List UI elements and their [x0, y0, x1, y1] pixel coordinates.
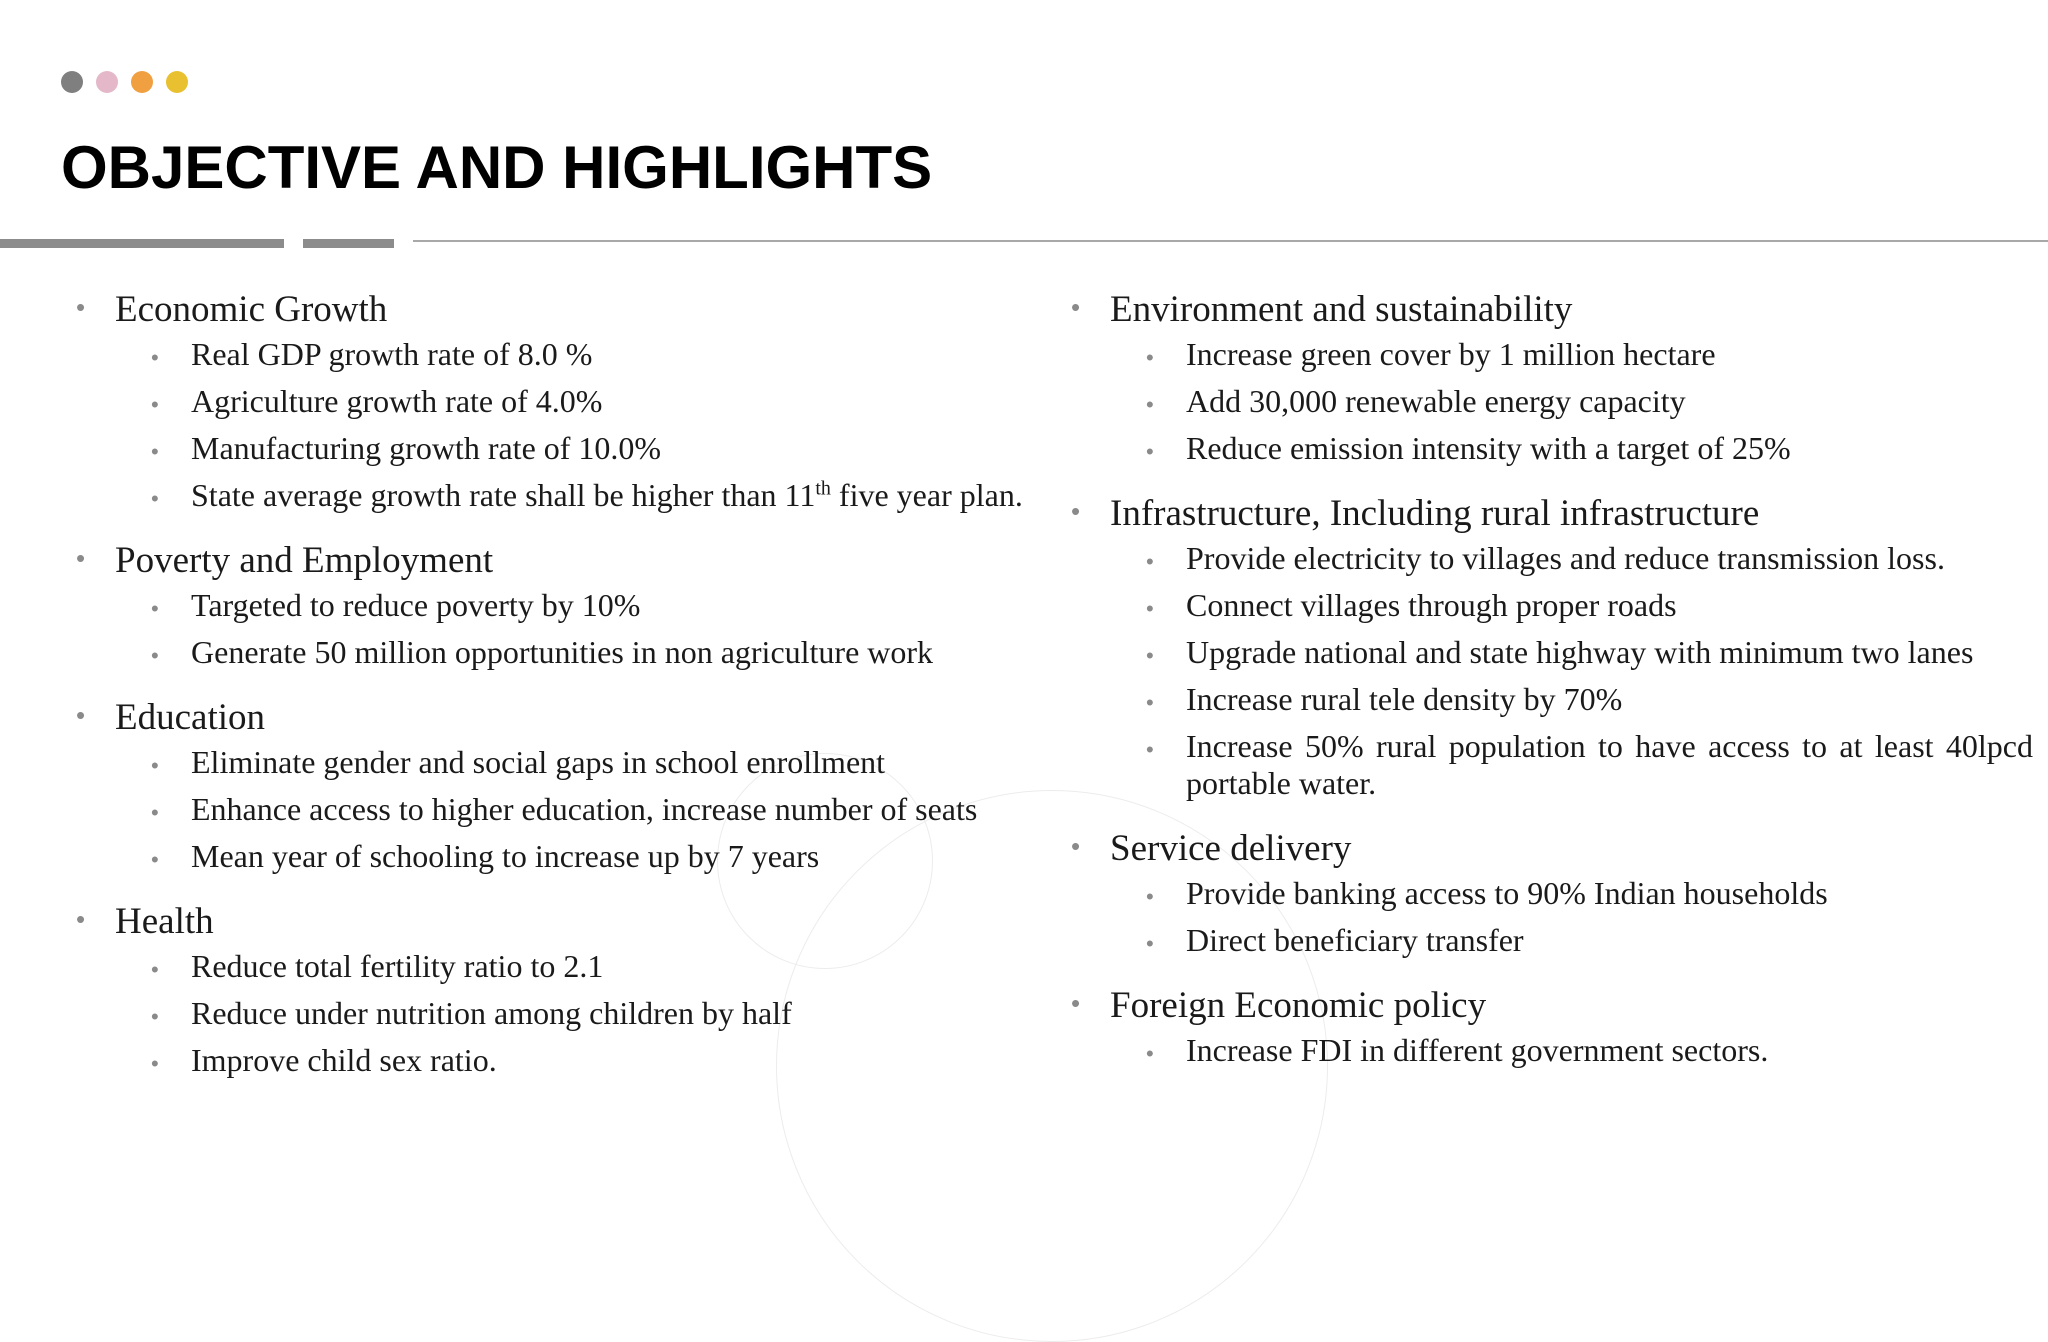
dot-yellow: [166, 71, 188, 93]
list-item: [1109, 875, 2033, 912]
item-text: Add 30,000 renewable energy capacity: [1186, 383, 1686, 419]
bullet-icon: •: [151, 486, 159, 511]
right-section-list: [1071, 286, 2033, 1069]
sub-item-list: [115, 948, 1040, 1079]
list-item: [1109, 430, 2033, 467]
sub-item-list: [115, 587, 1040, 671]
item-text: Agriculture growth rate of 4.0%: [191, 383, 603, 419]
bullet-icon: •: [76, 904, 86, 934]
item-text: Reduce emission intensity with a target of 25%: [1186, 430, 1791, 466]
list-item: [114, 995, 1040, 1032]
title-rule-thick-2: [303, 239, 394, 248]
slide-title: OBJECTIVE AND HIGHLIGHTS: [61, 134, 933, 201]
section-economic-growth: [76, 286, 1040, 514]
list-item: [1109, 540, 2033, 577]
list-item: [114, 744, 1040, 781]
item-text: Enhance access to higher education, increase number of seats: [191, 791, 978, 827]
bullet-icon: •: [151, 753, 159, 778]
section-title: Environment and sustainability: [1110, 289, 1573, 330]
bullet-icon: •: [1146, 1041, 1154, 1066]
sub-item-list: [1110, 875, 2033, 959]
section-title: Foreign Economic policy: [1110, 985, 1487, 1026]
bullet-icon: •: [151, 800, 159, 825]
section-title: Infrastructure, Including rural infrastructure: [1110, 493, 1760, 534]
dot-orange: [131, 71, 153, 93]
bullet-icon: •: [151, 439, 159, 464]
left-column: [76, 286, 1040, 1102]
bullet-icon: •: [1146, 884, 1154, 909]
list-item: [114, 336, 1040, 373]
list-item: [114, 1042, 1040, 1079]
dot-gray: [61, 71, 83, 93]
bullet-icon: •: [1146, 392, 1154, 417]
bullet-icon: •: [1146, 737, 1154, 762]
item-text: Increase FDI in different government sectors.: [1186, 1032, 1769, 1068]
section-health: [76, 898, 1040, 1079]
section-title: Health: [115, 901, 214, 942]
bullet-icon: •: [1146, 931, 1154, 956]
section-title: Economic Growth: [115, 289, 388, 330]
left-section-list: [76, 286, 1040, 1079]
bullet-icon: •: [76, 700, 86, 730]
item-text: Connect villages through proper roads: [1186, 587, 1677, 623]
list-item: [1109, 1032, 2033, 1069]
title-rule-thick-1: [0, 239, 284, 248]
list-item: [114, 791, 1040, 828]
section-service-delivery: [1071, 825, 2033, 959]
list-item: [114, 587, 1040, 624]
item-text: Generate 50 million opportunities in non agriculture work: [191, 634, 934, 670]
right-column: [1071, 286, 2033, 1092]
item-text-continued: five year plan.: [830, 477, 1023, 513]
item-text: Manufacturing growth rate of 10.0%: [191, 430, 662, 466]
section-education: [76, 694, 1040, 875]
section-environment-and-sustainability: [1071, 286, 2033, 467]
item-text: Increase rural tele density by 70%: [1186, 681, 1623, 717]
bullet-icon: •: [1071, 496, 1081, 526]
list-item: [114, 477, 1040, 514]
item-text: Provide electricity to villages and reduce transmission loss.: [1186, 540, 1945, 576]
list-item: [1109, 587, 2033, 624]
bullet-icon: •: [76, 292, 86, 322]
sub-item-list: [115, 336, 1040, 514]
bullet-icon: •: [1146, 690, 1154, 715]
list-item: [1109, 383, 2033, 420]
decorative-dots: [61, 71, 188, 93]
bullet-icon: •: [1146, 345, 1154, 370]
section-infrastructure-including-rural-infrastructure: [1071, 490, 2033, 802]
item-text: Eliminate gender and social gaps in school enrollment: [191, 744, 886, 780]
list-item: [114, 948, 1040, 985]
bullet-icon: •: [1071, 988, 1081, 1018]
bullet-icon: •: [151, 1051, 159, 1076]
list-item: [1109, 681, 2033, 718]
item-text: Provide banking access to 90% Indian households: [1186, 875, 1828, 911]
section-poverty-and-employment: [76, 537, 1040, 671]
list-item: [1109, 922, 2033, 959]
item-text: Increase 50% rural population to have access to at least 40lpcd portable water.: [1186, 728, 2033, 801]
list-item: [114, 430, 1040, 467]
sub-item-list: [115, 744, 1040, 875]
list-item: [114, 838, 1040, 875]
list-item: [1109, 728, 2033, 802]
item-text: Direct beneficiary transfer: [1186, 922, 1524, 958]
dot-pink: [96, 71, 118, 93]
bullet-icon: •: [76, 543, 86, 573]
bullet-icon: •: [1146, 439, 1154, 464]
bullet-icon: •: [1146, 596, 1154, 621]
item-text: Mean year of schooling to increase up by 7 years: [191, 838, 820, 874]
item-superscript: th: [815, 477, 831, 500]
bullet-icon: •: [151, 643, 159, 668]
sub-item-list: [1110, 336, 2033, 467]
sub-item-list: [1110, 540, 2033, 802]
bullet-icon: •: [1146, 643, 1154, 668]
sub-item-list: [1110, 1032, 2033, 1069]
item-text: Real GDP growth rate of 8.0 %: [191, 336, 593, 372]
list-item: [114, 634, 1040, 671]
item-text: Reduce under nutrition among children by half: [191, 995, 792, 1031]
section-title: Education: [115, 697, 266, 738]
bullet-icon: •: [151, 847, 159, 872]
bullet-icon: •: [151, 957, 159, 982]
bullet-icon: •: [1071, 831, 1081, 861]
bullet-icon: •: [151, 392, 159, 417]
section-title: Service delivery: [1110, 828, 1352, 869]
bullet-icon: •: [151, 596, 159, 621]
title-rule-thin: [413, 240, 2048, 242]
item-text: Increase green cover by 1 million hectare: [1186, 336, 1716, 372]
item-text: State average growth rate shall be higher than 11: [191, 477, 816, 513]
bullet-icon: •: [151, 345, 159, 370]
item-text: Reduce total fertility ratio to 2.1: [191, 948, 604, 984]
bullet-icon: •: [1071, 292, 1081, 322]
item-text: Targeted to reduce poverty by 10%: [191, 587, 641, 623]
bullet-icon: •: [151, 1004, 159, 1029]
section-foreign-economic-policy: [1071, 982, 2033, 1069]
list-item: [114, 383, 1040, 420]
list-item: [1109, 634, 2033, 671]
section-title: Poverty and Employment: [115, 540, 494, 581]
item-text: Upgrade national and state highway with minimum two lanes: [1186, 634, 1974, 670]
item-text: Improve child sex ratio.: [191, 1042, 497, 1078]
list-item: [1109, 336, 2033, 373]
bullet-icon: •: [1146, 549, 1154, 574]
